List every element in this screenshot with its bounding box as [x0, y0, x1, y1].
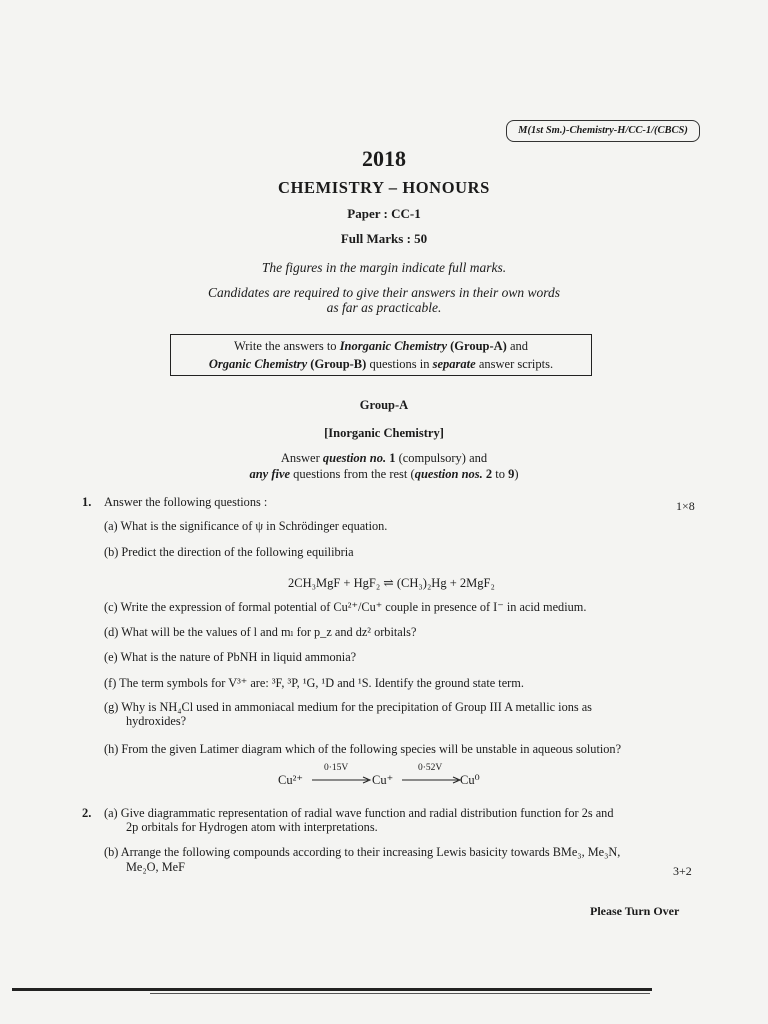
question-1a: (a) What is the significance of ψ in Schrödinger equation. — [104, 519, 388, 533]
group-instruction-2: any five questions from the rest (question nos. 2 to 9) — [249, 467, 519, 481]
question-2b-line-2: Me₂O, MeF — [126, 860, 185, 874]
bottom-rule — [12, 988, 652, 991]
please-turn-over: Please Turn Over — [590, 904, 680, 918]
question-1c: (c) Write the expression of formal potential of Cu²⁺/Cu⁺ couple in presence of I⁻ in acid medium. — [104, 600, 587, 614]
question-1-title: Answer the following questions : — [104, 495, 268, 509]
question-1g-line-1: (g) Why is NH₄Cl used in ammoniacal medium for the precipitation of Group III A metallic ions as — [104, 700, 592, 714]
paper-code: M(1st Sm.)-Chemistry-H/CC-1/(CBCS) — [506, 120, 700, 142]
instruction-line-2: Candidates are required to give their answers in their own words — [208, 285, 560, 300]
notice-line-2: Organic Chemistry (Group-B) questions in separate answer scripts. — [208, 357, 554, 371]
group-subtitle: [Inorganic Chemistry] — [324, 426, 444, 440]
latimer-diagram — [278, 763, 498, 792]
latimer-species-cu0: Cu⁰ — [460, 773, 480, 787]
arrow-icon — [402, 776, 464, 784]
question-1f: (f) The term symbols for V³⁺ are: ³F, ³P, ¹G, ¹D and ¹S. Identify the ground state term. — [104, 676, 524, 690]
latimer-potential-1: 0·15V — [324, 763, 349, 773]
exam-subject: CHEMISTRY – HONOURS — [278, 178, 490, 197]
bottom-rule-thin — [150, 993, 650, 994]
question-2-marks: 3+2 — [673, 864, 692, 878]
question-1h: (h) From the given Latimer diagram which of the following species will be unstable in aqueous solution? — [104, 742, 622, 756]
question-2b-line-1: (b) Arrange the following compounds according to their increasing Lewis basicity towards BMe₃, Me₃N, — [104, 845, 621, 859]
notice-line-1: Write the answers to Inorganic Chemistry (Group-A) and — [233, 339, 529, 353]
instruction-line-1: The figures in the margin indicate full marks. — [261, 260, 507, 275]
group-title: Group-A — [359, 398, 409, 412]
question-1d: (d) What will be the values of l and mₗ for p_z and dz² orbitals? — [104, 625, 417, 639]
question-1-marks: 1×8 — [676, 499, 695, 513]
question-2a-line-2: 2p orbitals for Hydrogen atom with interpretations. — [126, 820, 378, 834]
question-1e: (e) What is the nature of PbNH in liquid ammonia? — [104, 650, 357, 664]
paper-label: Paper : CC-1 — [347, 206, 421, 221]
arrow-icon — [312, 776, 374, 784]
full-marks: Full Marks : 50 — [340, 231, 428, 246]
equilibrium-equation: 2CH₃MgF + HgF₂ ⇌ (CH₃)₂Hg + 2MgF₂ — [288, 576, 495, 590]
latimer-species-cu2: Cu²⁺ — [278, 773, 303, 787]
instruction-line-3: as far as practicable. — [326, 300, 442, 315]
latimer-potential-2: 0·52V — [418, 763, 443, 773]
group-instruction-1: Answer question no. 1 (compulsory) and — [280, 451, 488, 465]
question-2-number: 2. — [82, 806, 92, 820]
answer-script-notice — [170, 334, 592, 376]
exam-year: 2018 — [362, 146, 406, 171]
latimer-species-cu1: Cu⁺ — [372, 773, 394, 787]
question-1-number: 1. — [82, 495, 92, 509]
question-2a-line-1: (a) Give diagrammatic representation of radial wave function and radial distribution function for 2s and — [104, 806, 614, 820]
question-1g-line-2: hydroxides? — [126, 714, 187, 728]
question-1b: (b) Predict the direction of the following equilibria — [104, 545, 354, 559]
